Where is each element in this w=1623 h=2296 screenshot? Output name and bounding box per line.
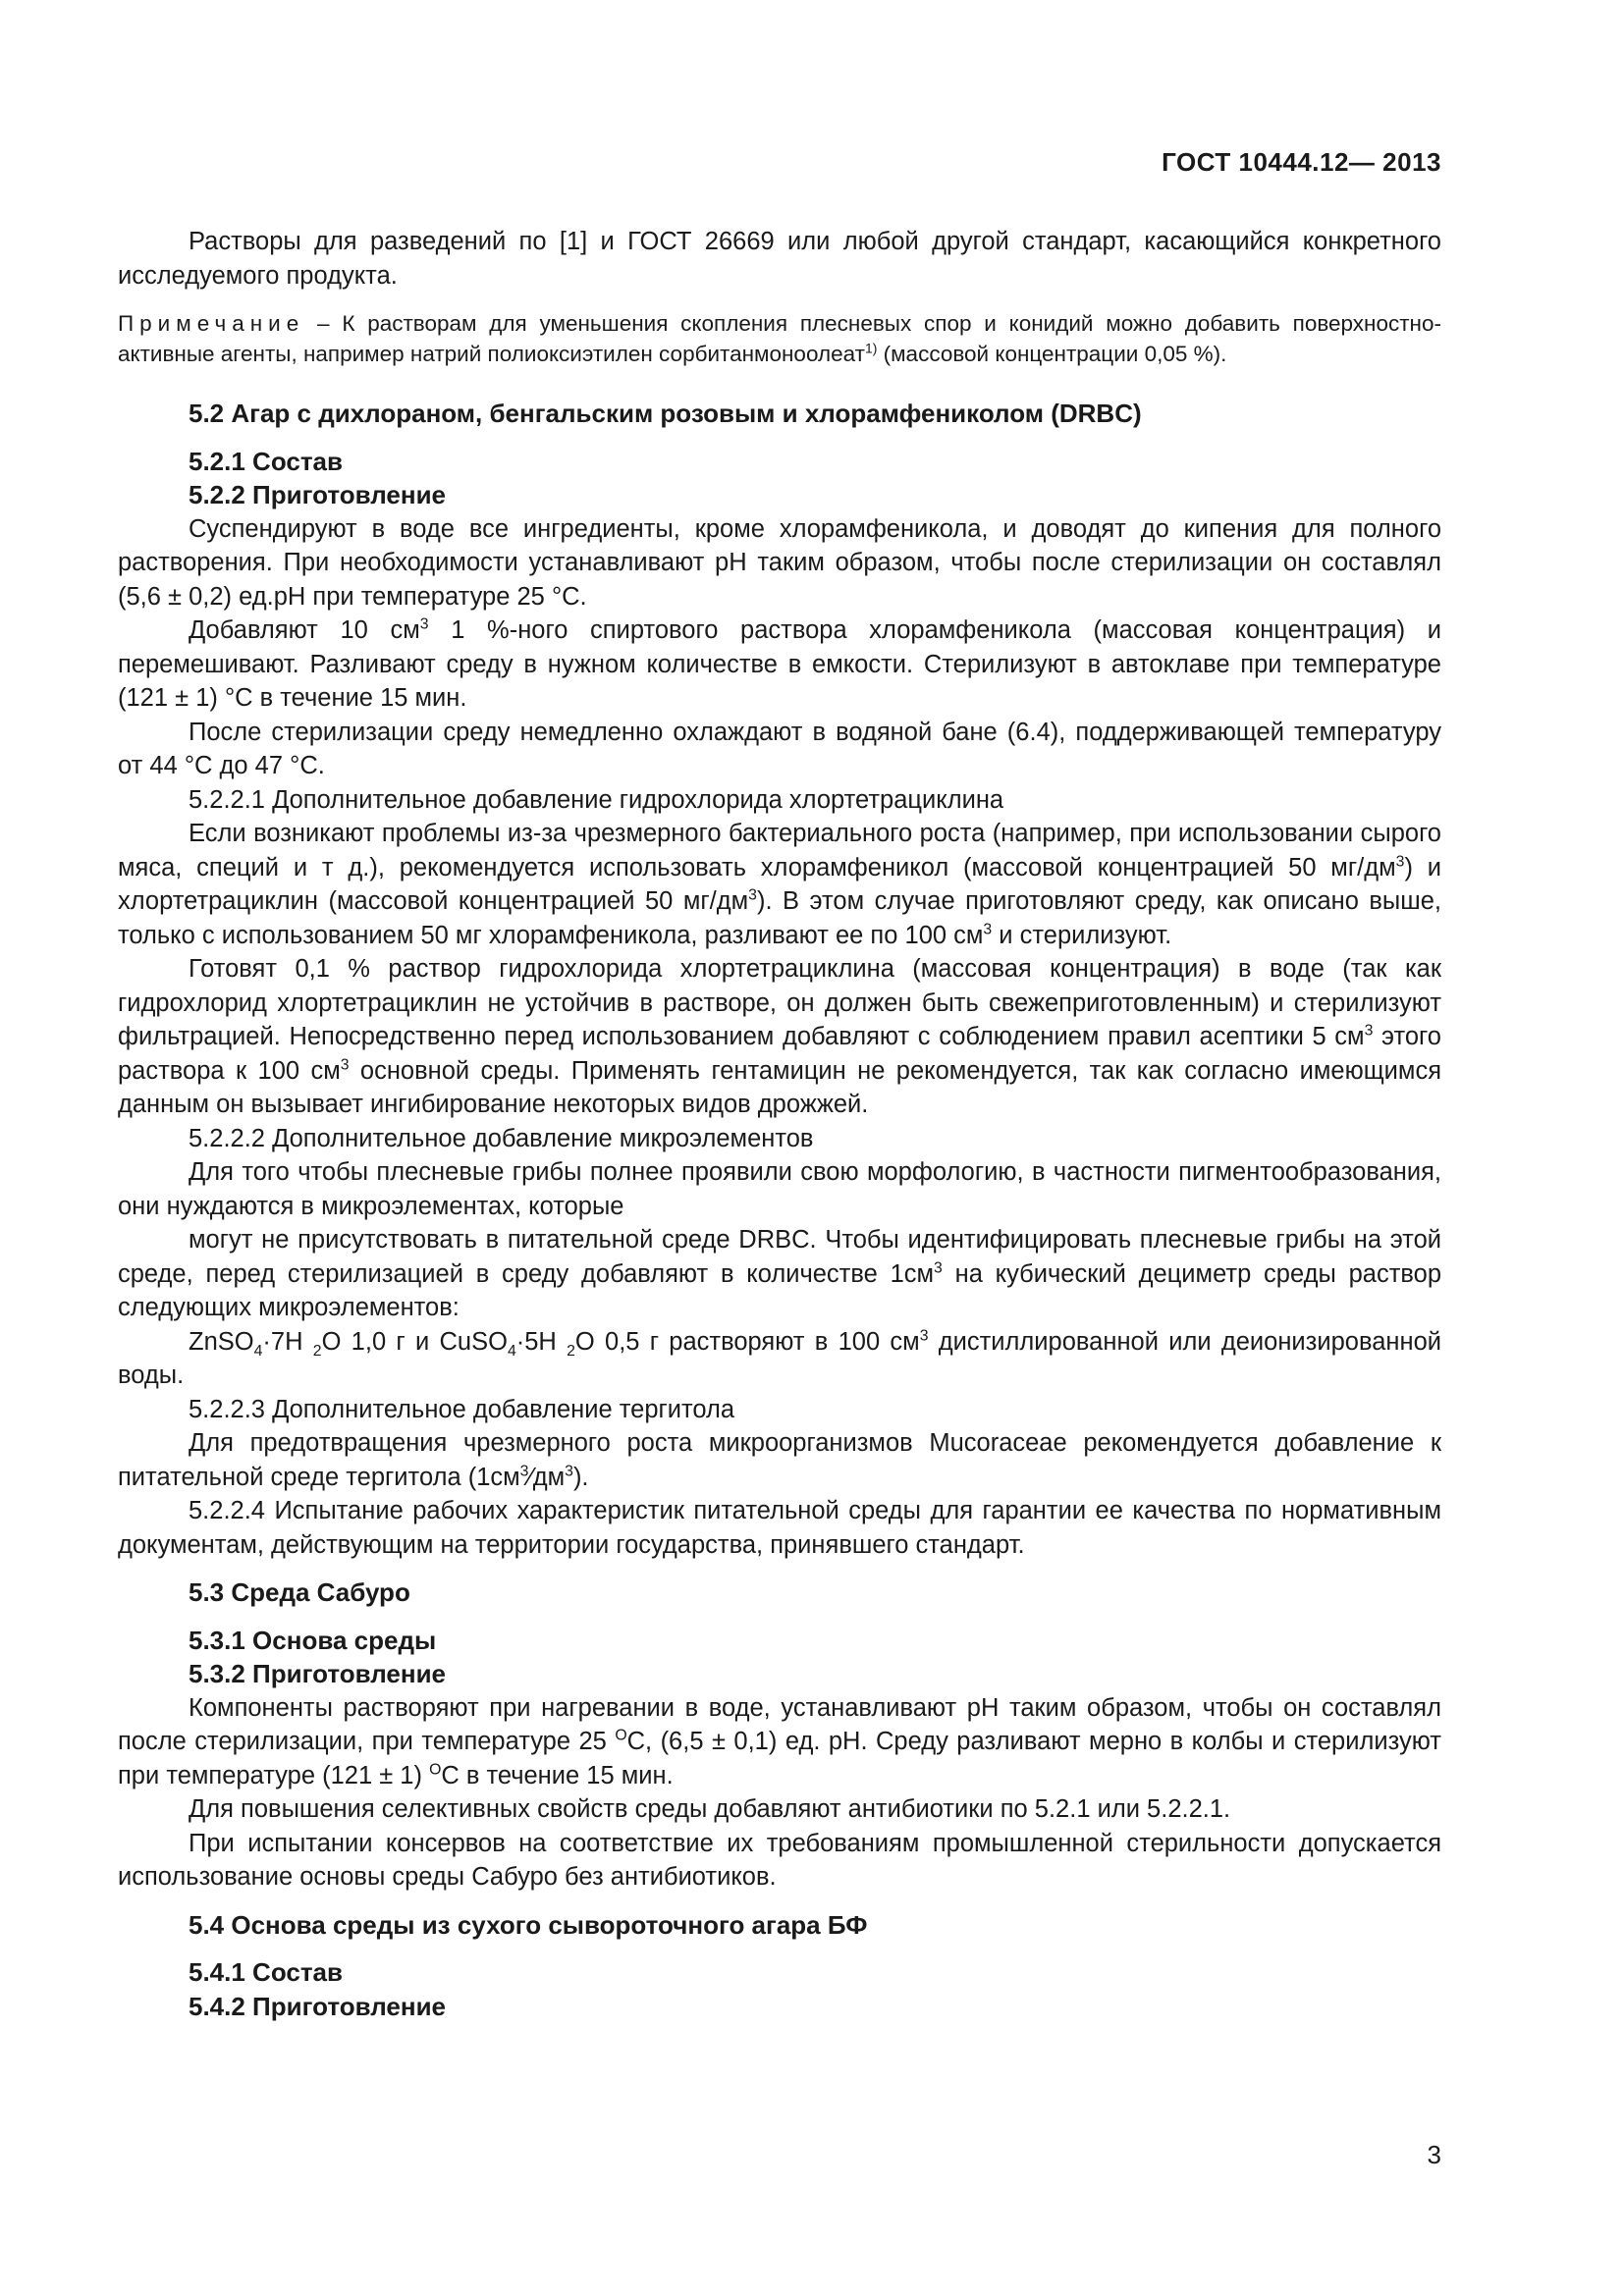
superscript: 3 [419,615,429,633]
subsection-heading-5-4-2: 5.4.2 Приготовление [189,1991,447,2021]
subscript: 2 [567,1342,575,1360]
text-run: ⁄дм [528,1463,566,1491]
text-run: ZnSO [189,1327,254,1356]
text-run: ). В этом случае приготовляют среду, как описано выше, только с использованием 50 мг хлорамфеникола, разливают ее по 100 см [118,887,1441,949]
text-run: ) и хлортетрациклин (массовой концентрацией 50 мг/дм [118,853,1441,915]
paragraph-cooling: После стерилизации среду немедленно охлаждают в водяной бане (6.4), поддерживающей температуру от 44 °С до 47 °С. [118,718,1441,779]
text-run: Если возникают проблемы из-за чрезмерного бактериального роста (например, при использовании сырого мяса, специй и т д.), рекомендуется использовать хлорамфеникол (массовой концентрацией 50 мг/дм [118,820,1441,881]
clause-5-2-2-2: 5.2.2.2 Дополнительное добавление микроэлементов [189,1124,814,1152]
text-run: ). [572,1463,589,1491]
text-run: дистиллированной или деионизированной воды. [118,1327,1442,1389]
text-run: могут не присутствовать в питательной среде DRBC. Чтобы идентифицировать плесневые грибы на этой среде, перед стерилизацией в среду добавляют в количестве 1см [118,1226,1441,1288]
superscript: 3 [748,886,757,904]
paragraph-sabouraud-components [118,1691,1441,1793]
note-text: К растворам для уменьшения скопления плесневых спор и конидий можно добавить поверхностно-активные агенты, например натрий полиоксиэтилен сорбитанмоноолеат [118,311,1441,366]
paragraph-canned-testing: При испытании консервов на соответствие их требованиям промышленной стерильности допускается использование основы среды Сабуро без антибиотиков. [118,1829,1441,1891]
section-heading-5-2: 5.2 Агар с дихлораном, бенгальским розовым и хлорамфениколом (DRBC) [189,399,1142,428]
clause-5-2-2-3: 5.2.2.3 Дополнительное добавление тергитола [189,1395,735,1423]
note-dash: – [304,311,343,336]
superscript: 3 [565,1463,573,1479]
text-run: основной среды. Применять гентамицин не рекомендуется, так как согласно имеющимся данным он вызывает ингибирование некоторых видов дрожжей. [118,1056,1442,1118]
page-number: 3 [1427,2140,1441,2169]
text-run: Добавляют 10 см [189,616,420,644]
text-run: на кубический дециметр среды раствор следующих микроэлементов: [118,1259,1441,1321]
paragraph-suspend: Суспендируют в воде все ингредиенты, кроме хлорамфеникола, и доводят до кипения для полного растворения. При необходимости устанавливают pH таким образом, чтобы после стерилизации он составлял (5,6 ± 0,2) ед.pH при температуре 25 °С. [118,514,1441,611]
paragraph-drbc-medium [118,1223,1441,1325]
subscript: 2 [312,1342,322,1360]
superscript: 3 [934,1259,943,1276]
paragraph-formula [118,1325,1441,1393]
text-run: 1 %-ного спиртового раствора хлорамфеникола (массовая концентрация) и перемешивают. Разливают среду в нужном количестве в емкости. Стерилизуют в автоклаве при температуре (121 ± 1) °С в течение 15 мин. [118,616,1441,712]
paragraph-add-chloramphenicol [118,614,1441,716]
text-run: O 0,5 г растворяют в 100 см [574,1327,920,1356]
text-run: Для предотвращения чрезмерного роста микроорганизмов Mucoraceae рекомендуется добавление к питательной среде тергитола (1см [118,1429,1441,1491]
superscript: O [429,1761,442,1778]
subsection-heading-5-2-2: 5.2.2 Приготовление [189,480,447,509]
text-run: и стерилизуют. [992,921,1172,949]
text-run: этого раствора к 100 см [118,1023,1441,1085]
note-text-end: (массовой концентрации 0,05 %). [877,342,1227,366]
clause-5-2-2-1: 5.2.2.1 Дополнительное добавление гидрохлорида хлортетрациклина [189,785,1004,814]
note-label: Примечание [118,311,305,336]
paragraph-selectivity: Для повышения селективных свойств среды добавляют антибиотики по 5.2.1 или 5.2.2.1. [189,1795,1231,1823]
superscript: O [615,1727,627,1744]
clause-5-2-2-4: 5.2.2.4 Испытание рабочих характеристик питательной среды для гарантии ее качества по нормативным документам, действующим на территории государства, принявшего стандарт. [118,1497,1441,1559]
superscript: 3 [519,1463,529,1479]
text-run: ·5H [515,1327,568,1356]
superscript: 3 [983,921,993,937]
paragraph-bacterial-growth [118,817,1441,952]
subsection-heading-5-3-2: 5.3.2 Приготовление [189,1659,447,1688]
subsection-heading-5-4-1: 5.4.1 Состав [189,1957,344,1987]
paragraph-solutions: Растворы для разведений по [1] и ГОСТ 26669 или любой другой стандарт, касающийся конкретного исследуемого продукта. [118,228,1441,290]
document-header: ГОСТ 10444.12— 2013 [1162,147,1441,177]
paragraph-tergitol [118,1426,1441,1494]
paragraph-microelements: Для того чтобы плесневые грибы полнее проявили свою морфологию, в частности пигментообразования, они нуждаются в микроэлементах, которые [118,1158,1441,1220]
superscript: 3 [1395,853,1405,870]
superscript: 3 [340,1056,350,1073]
superscript: 3 [919,1327,929,1344]
superscript: 3 [1364,1022,1374,1040]
subsection-heading-5-3-1: 5.3.1 Основа среды [189,1625,437,1655]
section-heading-5-4: 5.4 Основа среды из сухого сывороточного агара БФ [189,1909,868,1940]
note-paragraph [118,308,1441,369]
subscript: 4 [507,1342,516,1360]
paragraph-chlortetracycline-solution [118,952,1441,1122]
subscript: 4 [253,1342,263,1360]
subsection-heading-5-2-1: 5.2.1 Состав [189,446,344,476]
text-run: ·7H [262,1327,313,1356]
text-run: Готовят 0,1 % раствор гидрохлорида хлортетрациклина (массовая концентрация) в воде (так как гидрохлорид хлортетрациклин не устойчив в растворе, он должен быть свежеприготовленным) и стерилизуют фильтрацией. Непосредственно перед использованием добавляют с соблюдением правил асептики 5 см [118,955,1441,1050]
footnote-mark: 1) [864,340,878,356]
section-heading-5-3: 5.3 Среда Сабуро [189,1577,410,1607]
text-run: С, (6,5 ± 0,1) ед. pH. Среду разливают мерно в колбы и стерилизуют при температуре (121 ± 1) [118,1728,1441,1789]
text-run: С в течение 15 мин. [441,1761,674,1789]
text-run: Компоненты растворяют при нагревании в воде, устанавливают pH таким образом, чтобы он составлял после стерилизации, при температуре 25 [118,1693,1441,1755]
text-run: O 1,0 г и CuSO [321,1327,508,1356]
